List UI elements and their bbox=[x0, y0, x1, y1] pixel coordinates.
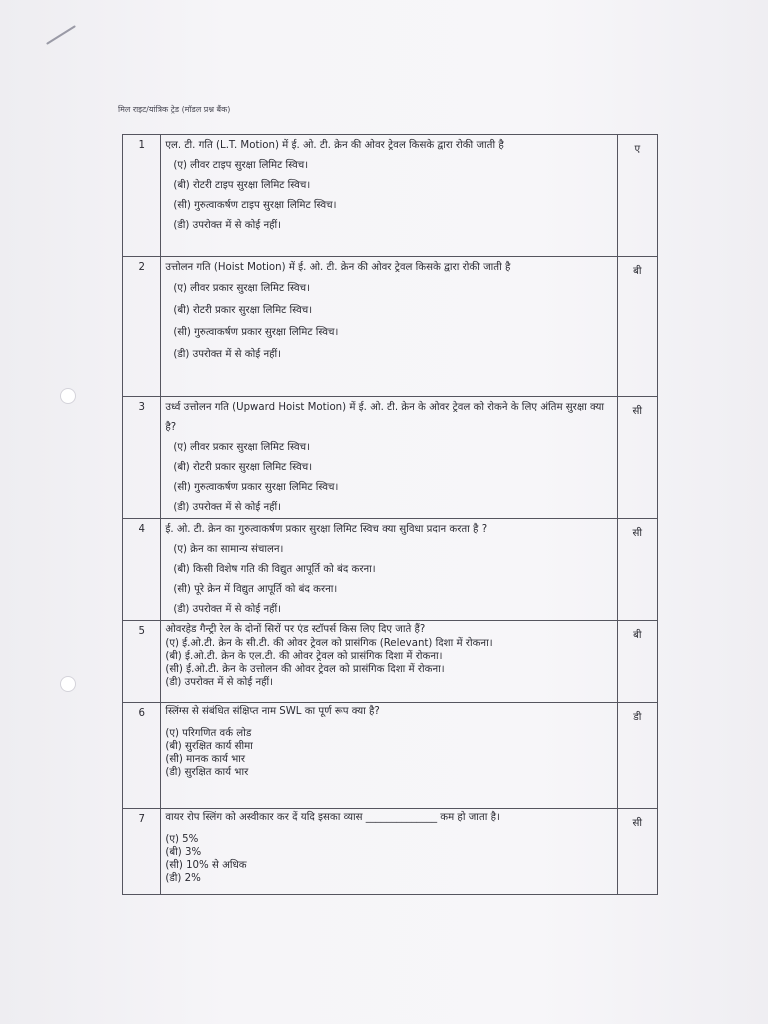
punch-hole-top bbox=[60, 388, 76, 404]
question-number: 4 bbox=[123, 519, 161, 621]
option-c: (सी) 10% से अधिक bbox=[165, 860, 247, 871]
option-a: (ए) क्रेन का सामान्य संचालन। bbox=[173, 544, 284, 555]
option-d: (डी) 2% bbox=[165, 873, 201, 884]
question-row-5 bbox=[123, 621, 658, 703]
option-a: (ए) लीवर प्रकार सुरक्षा लिमिट स्विच। bbox=[173, 283, 310, 294]
question-row-1 bbox=[123, 135, 658, 257]
question-body bbox=[161, 621, 617, 703]
option-d: (डी) उपरोक्त में से कोई नहीं। bbox=[173, 604, 282, 615]
option-c: (सी) गुरुत्वाकर्षण प्रकार सुरक्षा लिमिट स्विच। bbox=[173, 482, 339, 493]
option-c: (सी) गुरुत्वाकर्षण प्रकार सुरक्षा लिमिट स्विच। bbox=[173, 327, 339, 338]
option-c: (सी) गुरुत्वाकर्षण टाइप सुरक्षा लिमिट स्विच। bbox=[173, 200, 337, 211]
option-b: (बी) सुरक्षित कार्य सीमा bbox=[165, 741, 253, 752]
answer-key: सी bbox=[617, 809, 657, 895]
question-body bbox=[161, 809, 617, 895]
question-text: ई. ओ. टी. क्रेन का गुरुत्वाकर्षण प्रकार सुरक्षा लिमिट स्विच क्या सुविधा प्रदान करता है ? bbox=[165, 524, 488, 535]
option-c: (सी) मानक कार्य भार bbox=[165, 754, 246, 765]
header-note: मिल राइट/यांत्रिक ट्रेड (मॉडल प्रश्न बैंक) bbox=[118, 105, 231, 114]
question-body bbox=[161, 257, 617, 397]
question-text: वायर रोप स्लिंग को अस्वीकार कर दें यदि इसका व्यास ______________ कम हो जाता है। bbox=[165, 812, 500, 823]
question-number: 5 bbox=[123, 621, 161, 703]
answer-key: बी bbox=[617, 257, 657, 397]
answer-key: ए bbox=[617, 135, 657, 257]
option-a: (ए) लीवर टाइप सुरक्षा लिमिट स्विच। bbox=[173, 160, 309, 171]
option-d: (डी) सुरक्षित कार्य भार bbox=[165, 767, 249, 778]
option-d: (डी) उपरोक्त में से कोई नहीं। bbox=[173, 220, 282, 231]
question-text: स्लिंग्स से संबंधित संक्षिप्त नाम SWL का पूर्ण रूप क्या है? bbox=[165, 706, 380, 717]
option-b: (बी) रोटरी प्रकार सुरक्षा लिमिट स्विच। bbox=[173, 305, 313, 316]
question-text: उत्तोलन गति (Hoist Motion) में ई. ओ. टी. क्रेन की ओवर ट्रेवल किसके द्वारा रोकी जाती है bbox=[165, 262, 511, 273]
question-text: उर्ध्व उत्तोलन गति (Upward Hoist Motion) में ई. ओ. टी. क्रेन के ओवर ट्रेवल को रोकने के लिए अंतिम सुरक्षा क्या है? bbox=[165, 402, 605, 433]
question-number: 1 bbox=[123, 135, 161, 257]
question-number: 6 bbox=[123, 703, 161, 809]
option-b: (बी) 3% bbox=[165, 847, 202, 858]
question-number: 7 bbox=[123, 809, 161, 895]
option-b: (बी) ई.ओ.टी. क्रेन के एल.टी. की ओवर ट्रेवल को प्रासंगिक दिशा में रोकना। bbox=[165, 651, 443, 662]
spacer bbox=[165, 825, 613, 833]
option-d: (डी) उपरोक्त में से कोई नहीं। bbox=[165, 677, 274, 688]
question-number: 2 bbox=[123, 257, 161, 397]
option-a: (ए) परिगणित वर्क लोड bbox=[165, 728, 252, 739]
question-body bbox=[161, 135, 617, 257]
question-row-6 bbox=[123, 703, 658, 809]
question-row-4 bbox=[123, 519, 658, 621]
question-row-3 bbox=[123, 397, 658, 519]
question-table bbox=[122, 134, 658, 895]
option-b: (बी) किसी विशेष गति की विद्युत आपूर्ति को बंद करना। bbox=[173, 564, 376, 575]
option-a: (ए) ई.ओ.टी. क्रेन के सी.टी. की ओवर ट्रेवल को प्रासंगिक (Relevant) दिशा में रोकना। bbox=[165, 638, 493, 649]
question-body bbox=[161, 397, 617, 519]
question-number: 3 bbox=[123, 397, 161, 519]
option-b: (बी) रोटरी टाइप सुरक्षा लिमिट स्विच। bbox=[173, 180, 311, 191]
question-body bbox=[161, 703, 617, 809]
option-a: (ए) 5% bbox=[165, 834, 199, 845]
option-d: (डी) उपरोक्त में से कोई नहीं। bbox=[173, 502, 282, 513]
option-a: (ए) लीवर प्रकार सुरक्षा लिमिट स्विच। bbox=[173, 442, 310, 453]
option-c: (सी) पूरे क्रेन में विद्युत आपूर्ति को बंद करना। bbox=[173, 584, 338, 595]
punch-hole-bottom bbox=[60, 676, 76, 692]
option-c: (सी) ई.ओ.टी. क्रेन के उत्तोलन की ओवर ट्रेवल को प्रासंगिक दिशा में रोकना। bbox=[165, 664, 445, 675]
answer-key: सी bbox=[617, 519, 657, 621]
question-row-7 bbox=[123, 809, 658, 895]
answer-key: सी bbox=[617, 397, 657, 519]
question-row-2 bbox=[123, 257, 658, 397]
spacer bbox=[165, 719, 613, 727]
option-d: (डी) उपरोक्त में से कोई नहीं। bbox=[173, 349, 282, 360]
question-text: ओवरहेड गैन्ट्री रेल के दोनों सिरों पर एंड स्टॉपर्स किस लिए दिए जाते हैं? bbox=[165, 624, 426, 635]
answer-key: डी bbox=[617, 703, 657, 809]
option-b: (बी) रोटरी प्रकार सुरक्षा लिमिट स्विच। bbox=[173, 462, 313, 473]
answer-key: बी bbox=[617, 621, 657, 703]
question-body bbox=[161, 519, 617, 621]
question-text: एल. टी. गति (L.T. Motion) में ई. ओ. टी. क्रेन की ओवर ट्रेवल किसके द्वारा रोकी जाती है bbox=[165, 140, 504, 151]
